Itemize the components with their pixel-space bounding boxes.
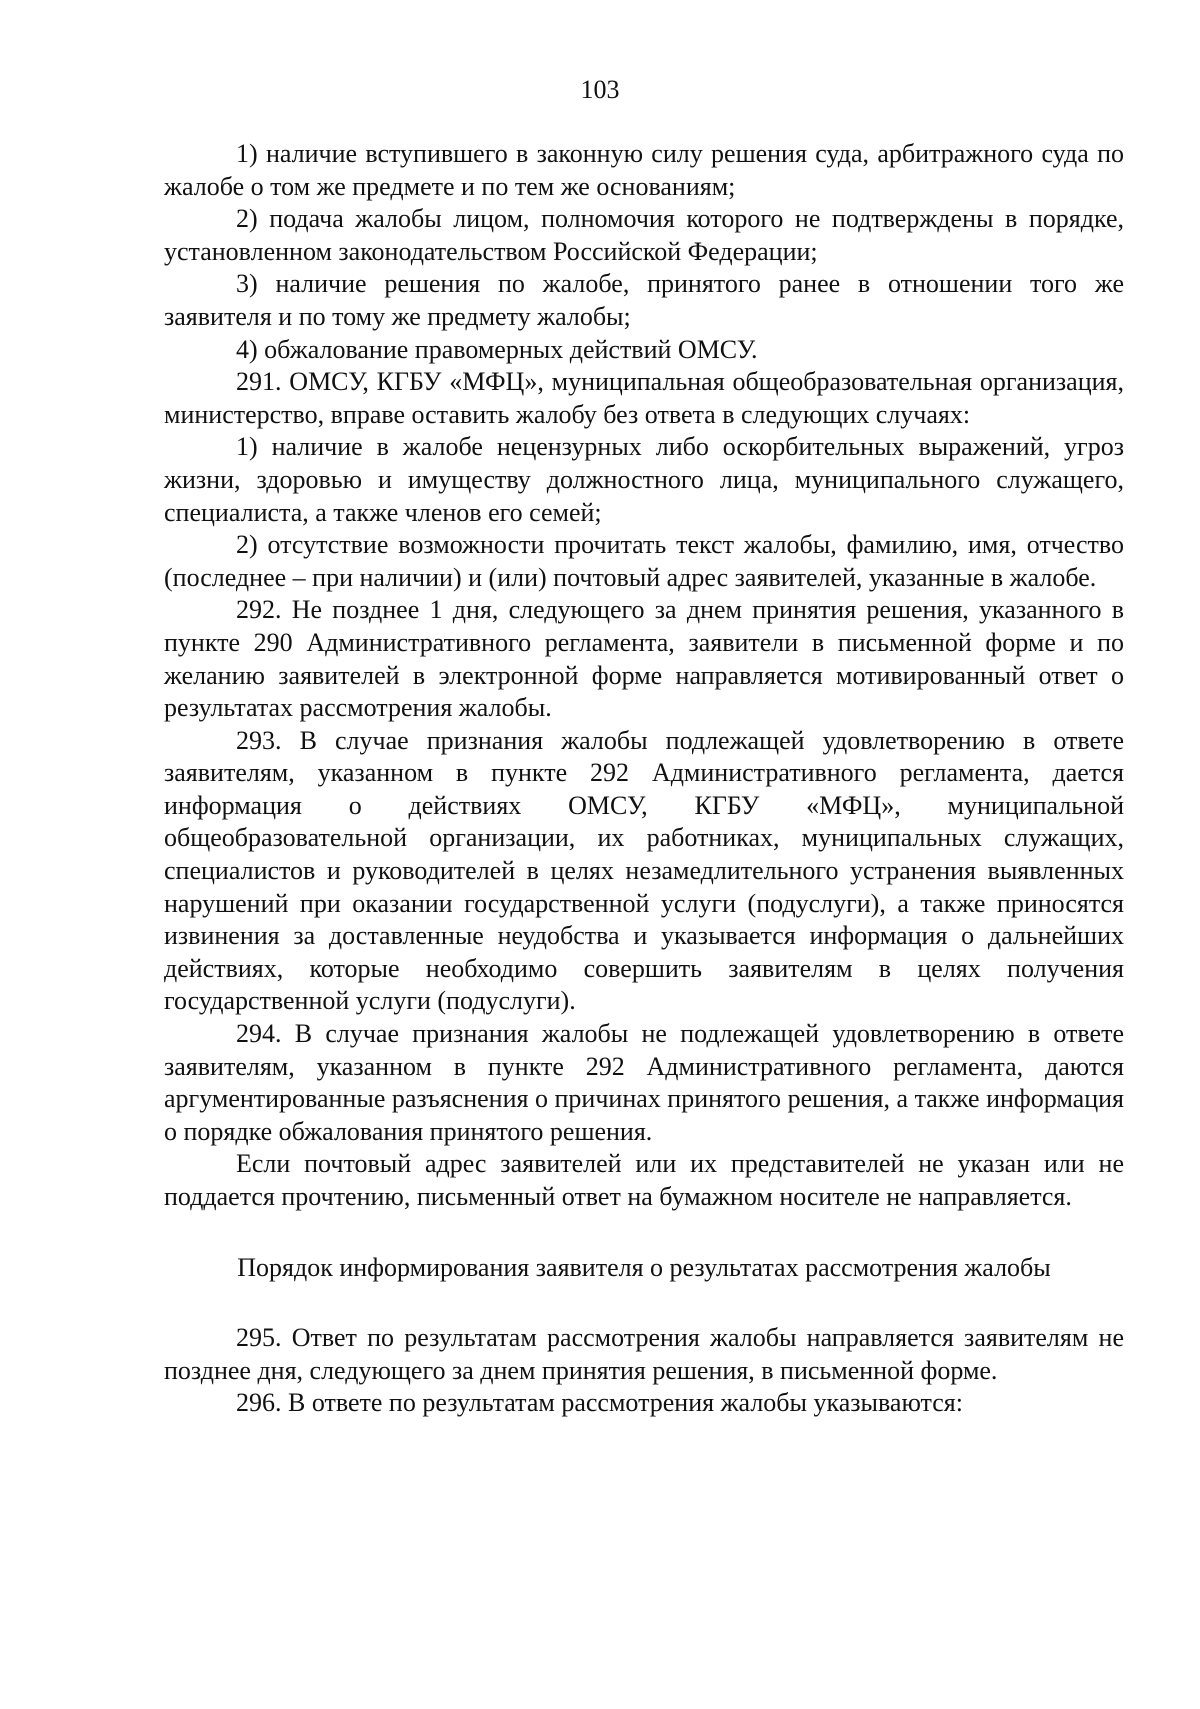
paragraph: 1) наличие в жалобе нецензурных либо оскорбительных выражений, угроз жизни, здоровью и имуществу должностного лица, муниципального служащего, специалиста, а также членов его семей;: [164, 432, 1124, 527]
document-body: [164, 138, 1124, 1420]
paragraph: 296. В ответе по результатам рассмотрения жалобы указываются:: [236, 1388, 963, 1418]
paragraph: 291. ОМСУ, КГБУ «МФЦ», муниципальная общеобразовательная организация, министерство, вправе оставить жалобу без ответа в следующих случаях:: [164, 367, 1124, 429]
paragraph: Если почтовый адрес заявителей или их представителей не указан или не поддается прочтению, письменный ответ на бумажном носителе не направляется.: [164, 1149, 1124, 1211]
paragraph: 292. Не позднее 1 дня, следующего за днем принятия решения, указанного в пункте 290 Административного регламента, заявители в письменной форме и по желанию заявителей в электронной форме направляется мотивированный ответ о результатах рассмотрения жалобы.: [164, 595, 1124, 723]
paragraph: 1) наличие вступившего в законную силу решения суда, арбитражного суда по жалобе о том же предмете и по тем же основаниям;: [164, 139, 1124, 201]
paragraph: 4) обжалование правомерных действий ОМСУ.: [236, 334, 758, 364]
paragraph: 295. Ответ по результатам рассмотрения жалобы направляется заявителям не позднее дня, следующего за днем принятия решения, в письменной форме.: [164, 1323, 1124, 1385]
paragraph: 294. В случае признания жалобы не подлежащей удовлетворению в ответе заявителям, указанном в пункте 292 Административного регламента, даются аргументированные разъяснения о причинах принятого решения, а также информация о порядке обжалования принятого решения.: [164, 1019, 1124, 1146]
page-number: 103: [580, 75, 620, 104]
paragraph: 293. В случае признания жалобы подлежащей удовлетворению в ответе заявителям, указанном в пункте 292 Административного регламента, дается информация о действиях ОМСУ, КГБУ «МФЦ», муниципальной общеобразовательной организации, их работниках, муниципальных служащих, специалистов и руководителей в целях незамедлительного устранения выявленных нарушений при оказании государственной услуги (подуслуги), а также приносятся извинения за доставленные неудобства и указывается информация о дальнейших действиях, которые необходимо совершить заявителям в целях получения государственной услуги (подуслуги).: [164, 725, 1124, 1016]
section-heading: Порядок информирования заявителя о результатах рассмотрения жалобы: [237, 1252, 1051, 1282]
paragraph: 3) наличие решения по жалобе, принятого ранее в отношении того же заявителя и по тому же предмету жалобы;: [164, 269, 1124, 331]
paragraph: 2) отсутствие возможности прочитать текст жалобы, фамилию, имя, отчество (последнее – при наличии) и (или) почтовый адрес заявителей, указанные в жалобе.: [164, 530, 1124, 592]
paragraph: 2) подача жалобы лицом, полномочия которого не подтверждены в порядке, установленном законодательством Российской Федерации;: [164, 204, 1124, 266]
